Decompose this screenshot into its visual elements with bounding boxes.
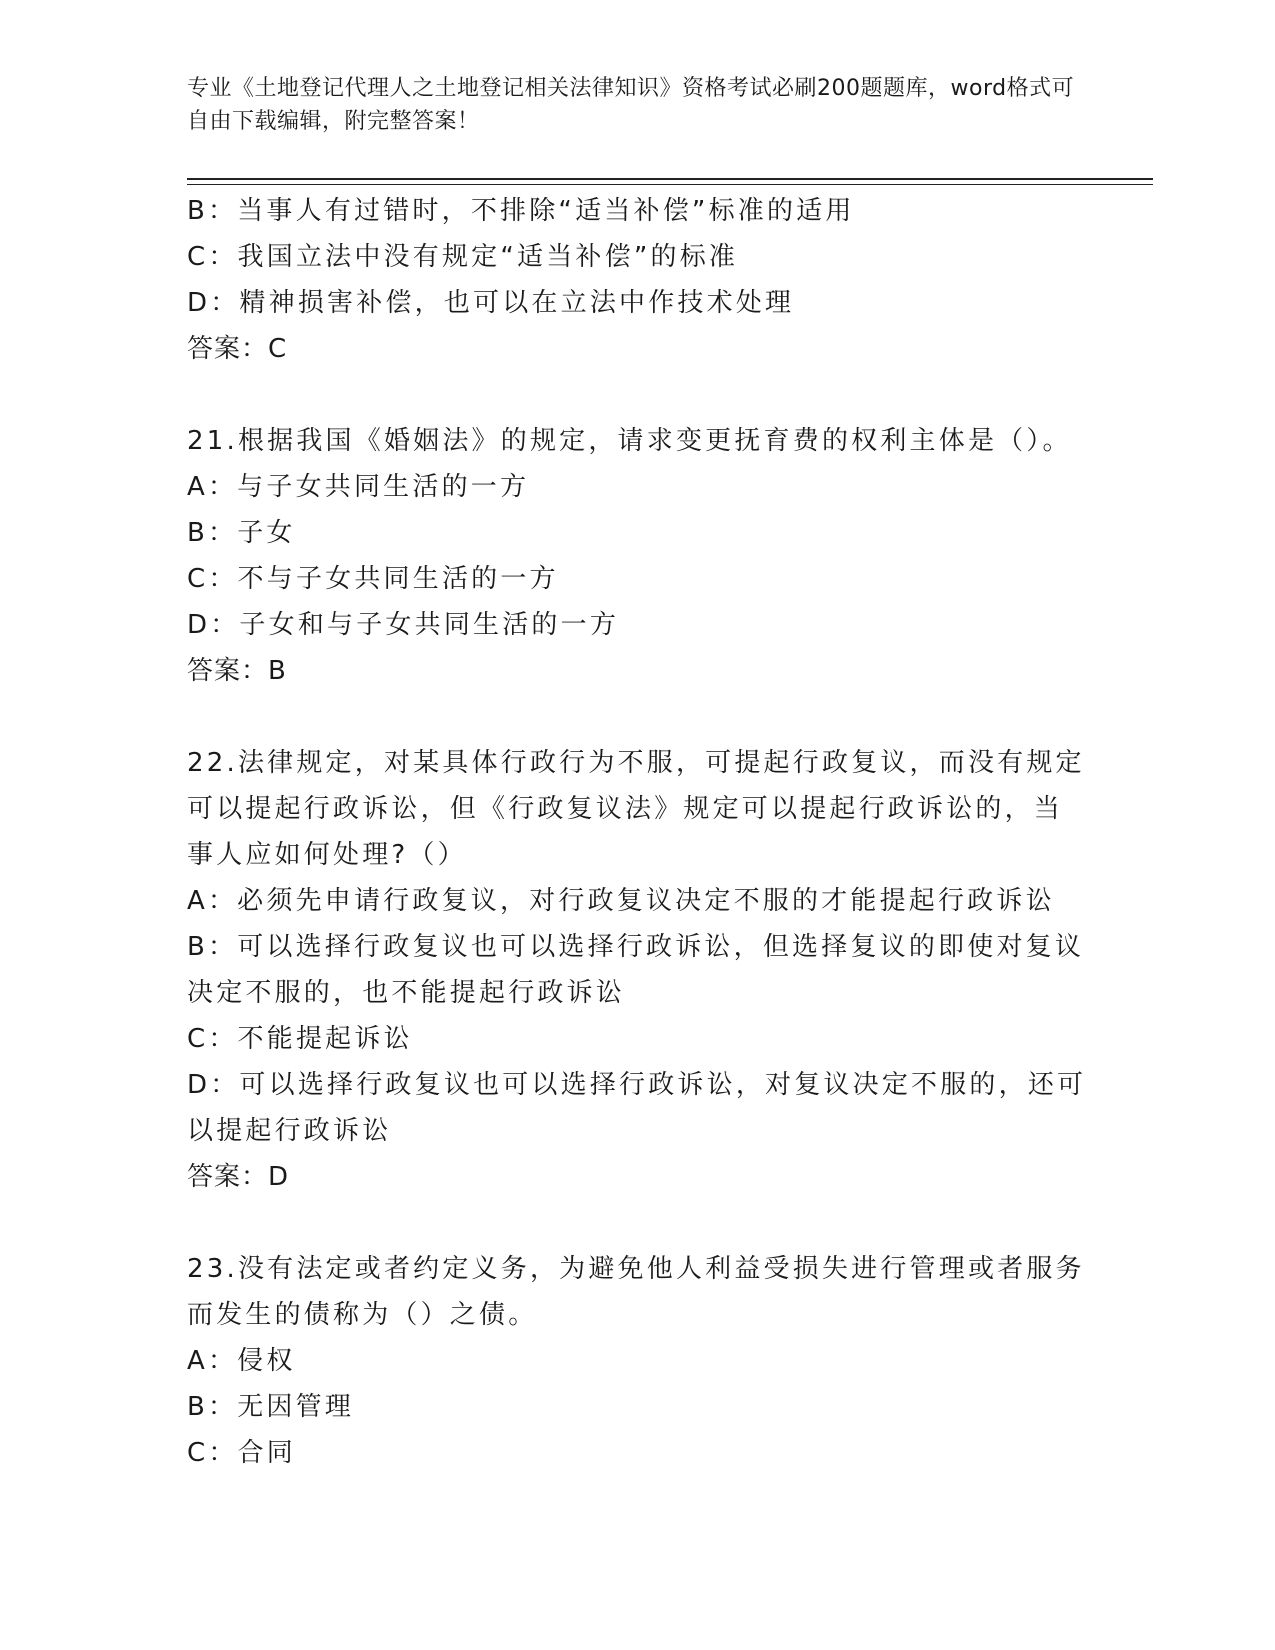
- option-b: B：子女: [187, 518, 296, 548]
- question-21: [187, 418, 1087, 694]
- question-22: [187, 740, 1087, 1200]
- option-d: D：子女和与子女共同生活的一方: [187, 610, 620, 640]
- option-d-continued: 以提起行政诉讼: [187, 1116, 392, 1146]
- option-c: C：不与子女共同生活的一方: [187, 564, 559, 594]
- question-stem-line: 23.没有法定或者约定义务，为避免他人利益受损失进行管理或者服务: [187, 1254, 1085, 1284]
- option-d: D：可以选择行政复议也可以选择行政诉讼，对复议决定不服的，还可: [187, 1070, 1087, 1100]
- option-b: B：无因管理: [187, 1392, 355, 1422]
- question-stem-line: 而发生的债称为（）之债。: [187, 1300, 538, 1330]
- option-d: D：精神损害补偿，也可以在立法中作技术处理: [187, 288, 795, 318]
- option-c: C：不能提起诉讼: [187, 1024, 413, 1054]
- header-divider-thin: [187, 184, 1153, 185]
- spacer: [187, 372, 1087, 418]
- question-stem: 21.根据我国《婚姻法》的规定，请求变更抚育费的权利主体是（）。: [187, 426, 1072, 456]
- option-b: B：可以选择行政复议也可以选择行政诉讼，但选择复议的即使对复议: [187, 932, 1085, 962]
- option-b: B：当事人有过错时，不排除“适当补偿”标准的适用: [187, 196, 855, 226]
- question-23: [187, 1246, 1087, 1476]
- document-body: [187, 188, 1087, 1476]
- question-20-tail: [187, 188, 1087, 372]
- answer-line: 答案：C: [187, 334, 288, 364]
- question-stem-line: 可以提起行政诉讼，但《行政复议法》规定可以提起行政诉讼的，当: [187, 794, 1064, 824]
- header-divider-thick: [187, 178, 1153, 180]
- option-a: A：与子女共同生活的一方: [187, 472, 530, 502]
- document-header: [187, 72, 1087, 138]
- option-c: C：我国立法中没有规定“适当补偿”的标准: [187, 242, 739, 272]
- option-c: C：合同: [187, 1438, 296, 1468]
- header-text: 专业《土地登记代理人之土地登记相关法律知识》资格考试必刷200题题库，word格式可自由下载编辑，附完整答案！: [187, 76, 1075, 134]
- option-b-continued: 决定不服的，也不能提起行政诉讼: [187, 978, 626, 1008]
- question-stem-line: 22.法律规定，对某具体行政行为不服，可提起行政复议，而没有规定: [187, 748, 1085, 778]
- question-stem-line: 事人应如何处理?（）: [187, 840, 467, 870]
- option-a: A：必须先申请行政复议，对行政复议决定不服的才能提起行政诉讼: [187, 886, 1055, 916]
- spacer: [187, 1200, 1087, 1246]
- spacer: [187, 694, 1087, 740]
- option-a: A：侵权: [187, 1346, 296, 1376]
- answer-line: 答案：B: [187, 656, 287, 686]
- answer-line: 答案：D: [187, 1162, 290, 1192]
